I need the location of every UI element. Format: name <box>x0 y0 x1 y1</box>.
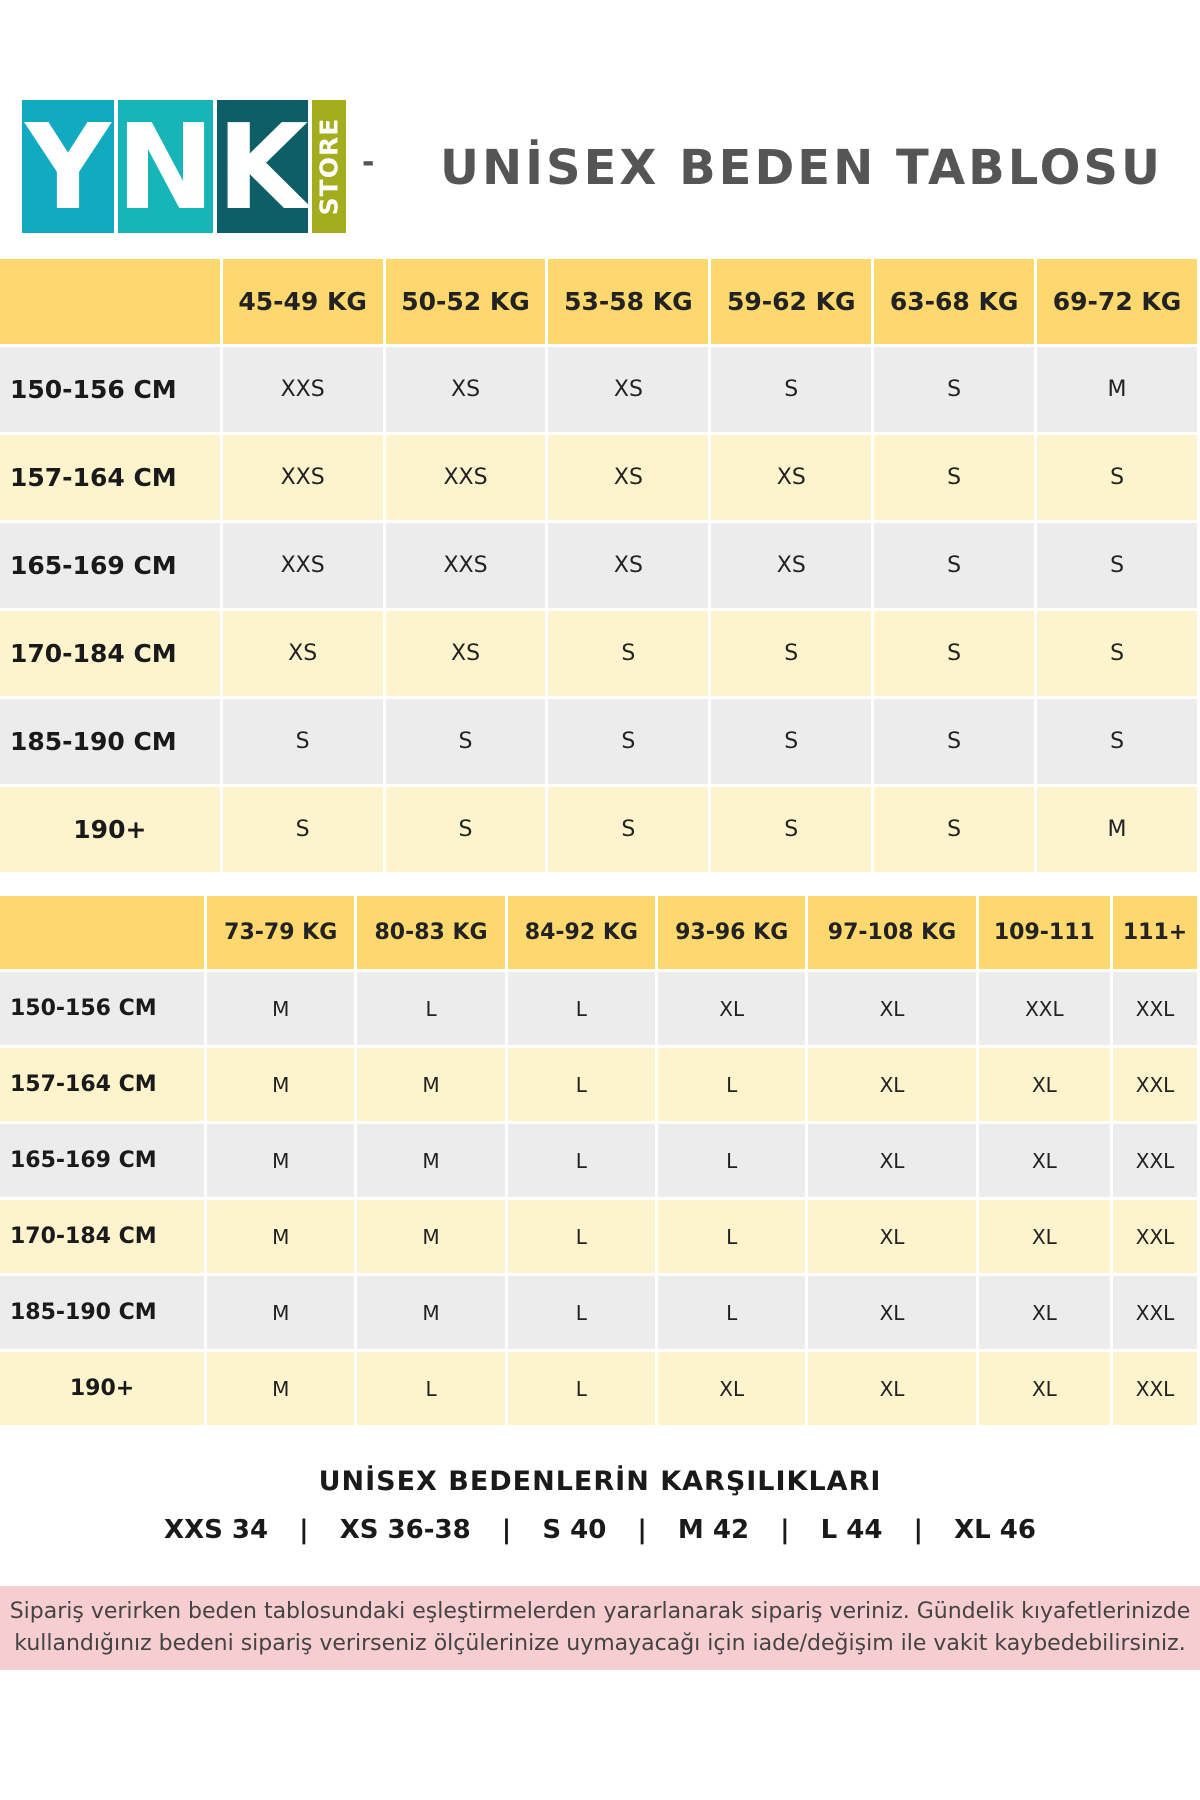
size-cell: XL <box>979 1352 1111 1425</box>
size-cell: XXS <box>386 435 546 520</box>
size-equivalent-item: M 42 <box>677 1515 750 1545</box>
size-cell: S <box>548 699 708 784</box>
height-row-header: 165-169 CM <box>0 1124 204 1197</box>
size-cell: XXL <box>1113 972 1197 1045</box>
size-cell: M <box>357 1200 504 1273</box>
size-cell: XXL <box>1113 1352 1197 1425</box>
ynk-store-logo <box>22 97 346 236</box>
size-cell: XS <box>548 435 708 520</box>
separator: | <box>913 1515 924 1545</box>
size-cell: S <box>223 787 383 872</box>
size-cell: S <box>874 699 1034 784</box>
height-row-header: 150-156 CM <box>0 347 220 432</box>
size-cell: XS <box>386 611 546 696</box>
separator: | <box>299 1515 309 1545</box>
weight-column-header: 80-83 KG <box>357 896 504 969</box>
size-equivalent-item: XS 36-38 <box>339 1515 471 1545</box>
height-row-header: 170-184 CM <box>0 611 220 696</box>
size-cell: L <box>357 1352 504 1425</box>
weight-column-header: 93-96 KG <box>658 896 805 969</box>
size-cell: S <box>711 611 871 696</box>
size-cell: S <box>386 787 546 872</box>
logo-letter-n: N <box>116 97 215 236</box>
logo-store-text: STORE <box>314 117 344 216</box>
size-cell: XL <box>808 1124 975 1197</box>
table-row <box>0 1048 1197 1121</box>
size-cell: L <box>508 1124 655 1197</box>
size-cell: XS <box>548 523 708 608</box>
separator: | <box>637 1515 647 1545</box>
size-table-2 <box>0 893 1200 1428</box>
page-header <box>0 0 1200 255</box>
size-cell: XL <box>808 1048 975 1121</box>
size-cell: XS <box>711 523 871 608</box>
size-cell: M <box>207 1276 354 1349</box>
size-cell: S <box>1037 699 1197 784</box>
size-cell: M <box>207 972 354 1045</box>
size-cell: XL <box>808 1352 975 1425</box>
size-cell: S <box>874 347 1034 432</box>
table-row <box>0 611 1197 696</box>
size-cell: L <box>508 1352 655 1425</box>
size-cell: S <box>874 435 1034 520</box>
size-equivalent-item: L 44 <box>820 1515 883 1545</box>
size-cell: S <box>874 523 1034 608</box>
size-cell: S <box>1037 523 1197 608</box>
size-cell: L <box>357 972 504 1045</box>
logo-store-tag <box>312 100 346 233</box>
size-cell: S <box>548 787 708 872</box>
title-dash: - <box>362 145 375 180</box>
logo-letter-y: Y <box>22 100 114 233</box>
table-row <box>0 699 1197 784</box>
size-cell: XXL <box>1113 1200 1197 1273</box>
weight-column-header: 63-68 KG <box>874 259 1034 344</box>
size-cell: XS <box>386 347 546 432</box>
weight-column-header: 84-92 KG <box>508 896 655 969</box>
weight-column-header: 97-108 KG <box>808 896 975 969</box>
size-cell: L <box>508 972 655 1045</box>
table-corner-cell <box>0 896 204 969</box>
size-cell: L <box>658 1124 805 1197</box>
height-row-header: 170-184 CM <box>0 1200 204 1273</box>
size-cell: XXS <box>223 523 383 608</box>
size-cell: XL <box>808 1200 975 1273</box>
table-row <box>0 1352 1197 1425</box>
size-cell: XL <box>979 1276 1111 1349</box>
height-row-header: 165-169 CM <box>0 523 220 608</box>
size-cell: XL <box>979 1048 1111 1121</box>
size-cell: XS <box>711 435 871 520</box>
height-row-header: 185-190 CM <box>0 699 220 784</box>
size-cell: L <box>508 1048 655 1121</box>
size-cell: XXS <box>223 435 383 520</box>
size-cell: XXL <box>1113 1276 1197 1349</box>
size-cell: M <box>357 1124 504 1197</box>
size-cell: XXL <box>979 972 1111 1045</box>
logo-letter-k: K <box>216 97 309 236</box>
size-cell: M <box>207 1124 354 1197</box>
size-cell: XXS <box>223 347 383 432</box>
size-cell: S <box>386 699 546 784</box>
size-equivalent-item: S 40 <box>542 1515 607 1545</box>
size-cell: M <box>207 1200 354 1273</box>
size-cell: S <box>874 787 1034 872</box>
size-table-1 <box>0 256 1200 875</box>
size-cell: M <box>357 1048 504 1121</box>
size-equivalents-title: UNİSEX BEDENLERİN KARŞILIKLARI <box>318 1466 882 1497</box>
table-row <box>0 787 1197 872</box>
weight-column-header: 69-72 KG <box>1037 259 1197 344</box>
note-line-1: Sipariş verirken beden tablosundaki eşleştirmelerden yararlanarak sipariş veriniz. Gündelik kıyafetlerinizde <box>9 1599 1191 1624</box>
size-cell: L <box>658 1276 805 1349</box>
size-cell: M <box>357 1276 504 1349</box>
size-cell: S <box>711 699 871 784</box>
height-row-header: 157-164 CM <box>0 435 220 520</box>
weight-column-header: 73-79 KG <box>207 896 354 969</box>
table-row <box>0 972 1197 1045</box>
ordering-note <box>0 1586 1200 1670</box>
height-row-header: 190+ <box>0 787 220 872</box>
size-cell: XL <box>979 1124 1111 1197</box>
height-row-header: 157-164 CM <box>0 1048 204 1121</box>
size-cell: XL <box>658 972 805 1045</box>
table-header-row <box>0 259 1197 344</box>
size-cell: M <box>1037 347 1197 432</box>
table-header-row <box>0 896 1197 969</box>
note-line-2: kullandığınız bedeni sipariş verirseniz ölçülerinize uymayacağı için iade/değişim ile vakit kaybedebilirsiniz. <box>14 1631 1186 1656</box>
weight-column-header: 53-58 KG <box>548 259 708 344</box>
size-cell: S <box>874 611 1034 696</box>
size-cell: S <box>1037 611 1197 696</box>
height-row-header: 190+ <box>0 1352 204 1425</box>
weight-column-header: 50-52 KG <box>386 259 546 344</box>
size-cell: XS <box>548 347 708 432</box>
separator: | <box>501 1515 512 1545</box>
size-cell: XXL <box>1113 1048 1197 1121</box>
size-cell: S <box>711 787 871 872</box>
size-cell: M <box>1037 787 1197 872</box>
size-cell: L <box>508 1200 655 1273</box>
table-row <box>0 1124 1197 1197</box>
size-cell: S <box>223 699 383 784</box>
size-cell: XS <box>223 611 383 696</box>
weight-column-header: 59-62 KG <box>711 259 871 344</box>
size-equivalent-item: XXS 34 <box>164 1515 269 1545</box>
weight-column-header: 109-111 <box>979 896 1111 969</box>
size-cell: XL <box>979 1200 1111 1273</box>
size-cell: L <box>658 1200 805 1273</box>
height-row-header: 150-156 CM <box>0 972 204 1045</box>
size-cell: XL <box>808 1276 975 1349</box>
weight-column-header: 45-49 KG <box>223 259 383 344</box>
table-row <box>0 523 1197 608</box>
table-corner-cell <box>0 259 220 344</box>
page-title: UNİSEX BEDEN TABLOSU <box>440 140 1163 196</box>
weight-column-header: 111+ <box>1113 896 1197 969</box>
size-cell: S <box>548 611 708 696</box>
height-row-header: 185-190 CM <box>0 1276 204 1349</box>
table-row <box>0 1200 1197 1273</box>
size-cell: XL <box>808 972 975 1045</box>
size-equivalents-list <box>0 1515 1200 1545</box>
size-cell: XXS <box>386 523 546 608</box>
table-row <box>0 347 1197 432</box>
size-cell: XXL <box>1113 1124 1197 1197</box>
table-row <box>0 435 1197 520</box>
size-cell: M <box>207 1048 354 1121</box>
size-equivalent-item: XL 46 <box>954 1515 1036 1545</box>
size-cell: XL <box>658 1352 805 1425</box>
table-row <box>0 1276 1197 1349</box>
size-cell: L <box>658 1048 805 1121</box>
size-cell: L <box>508 1276 655 1349</box>
size-cell: S <box>711 347 871 432</box>
size-cell: M <box>207 1352 354 1425</box>
separator: | <box>780 1515 790 1545</box>
size-cell: S <box>1037 435 1197 520</box>
